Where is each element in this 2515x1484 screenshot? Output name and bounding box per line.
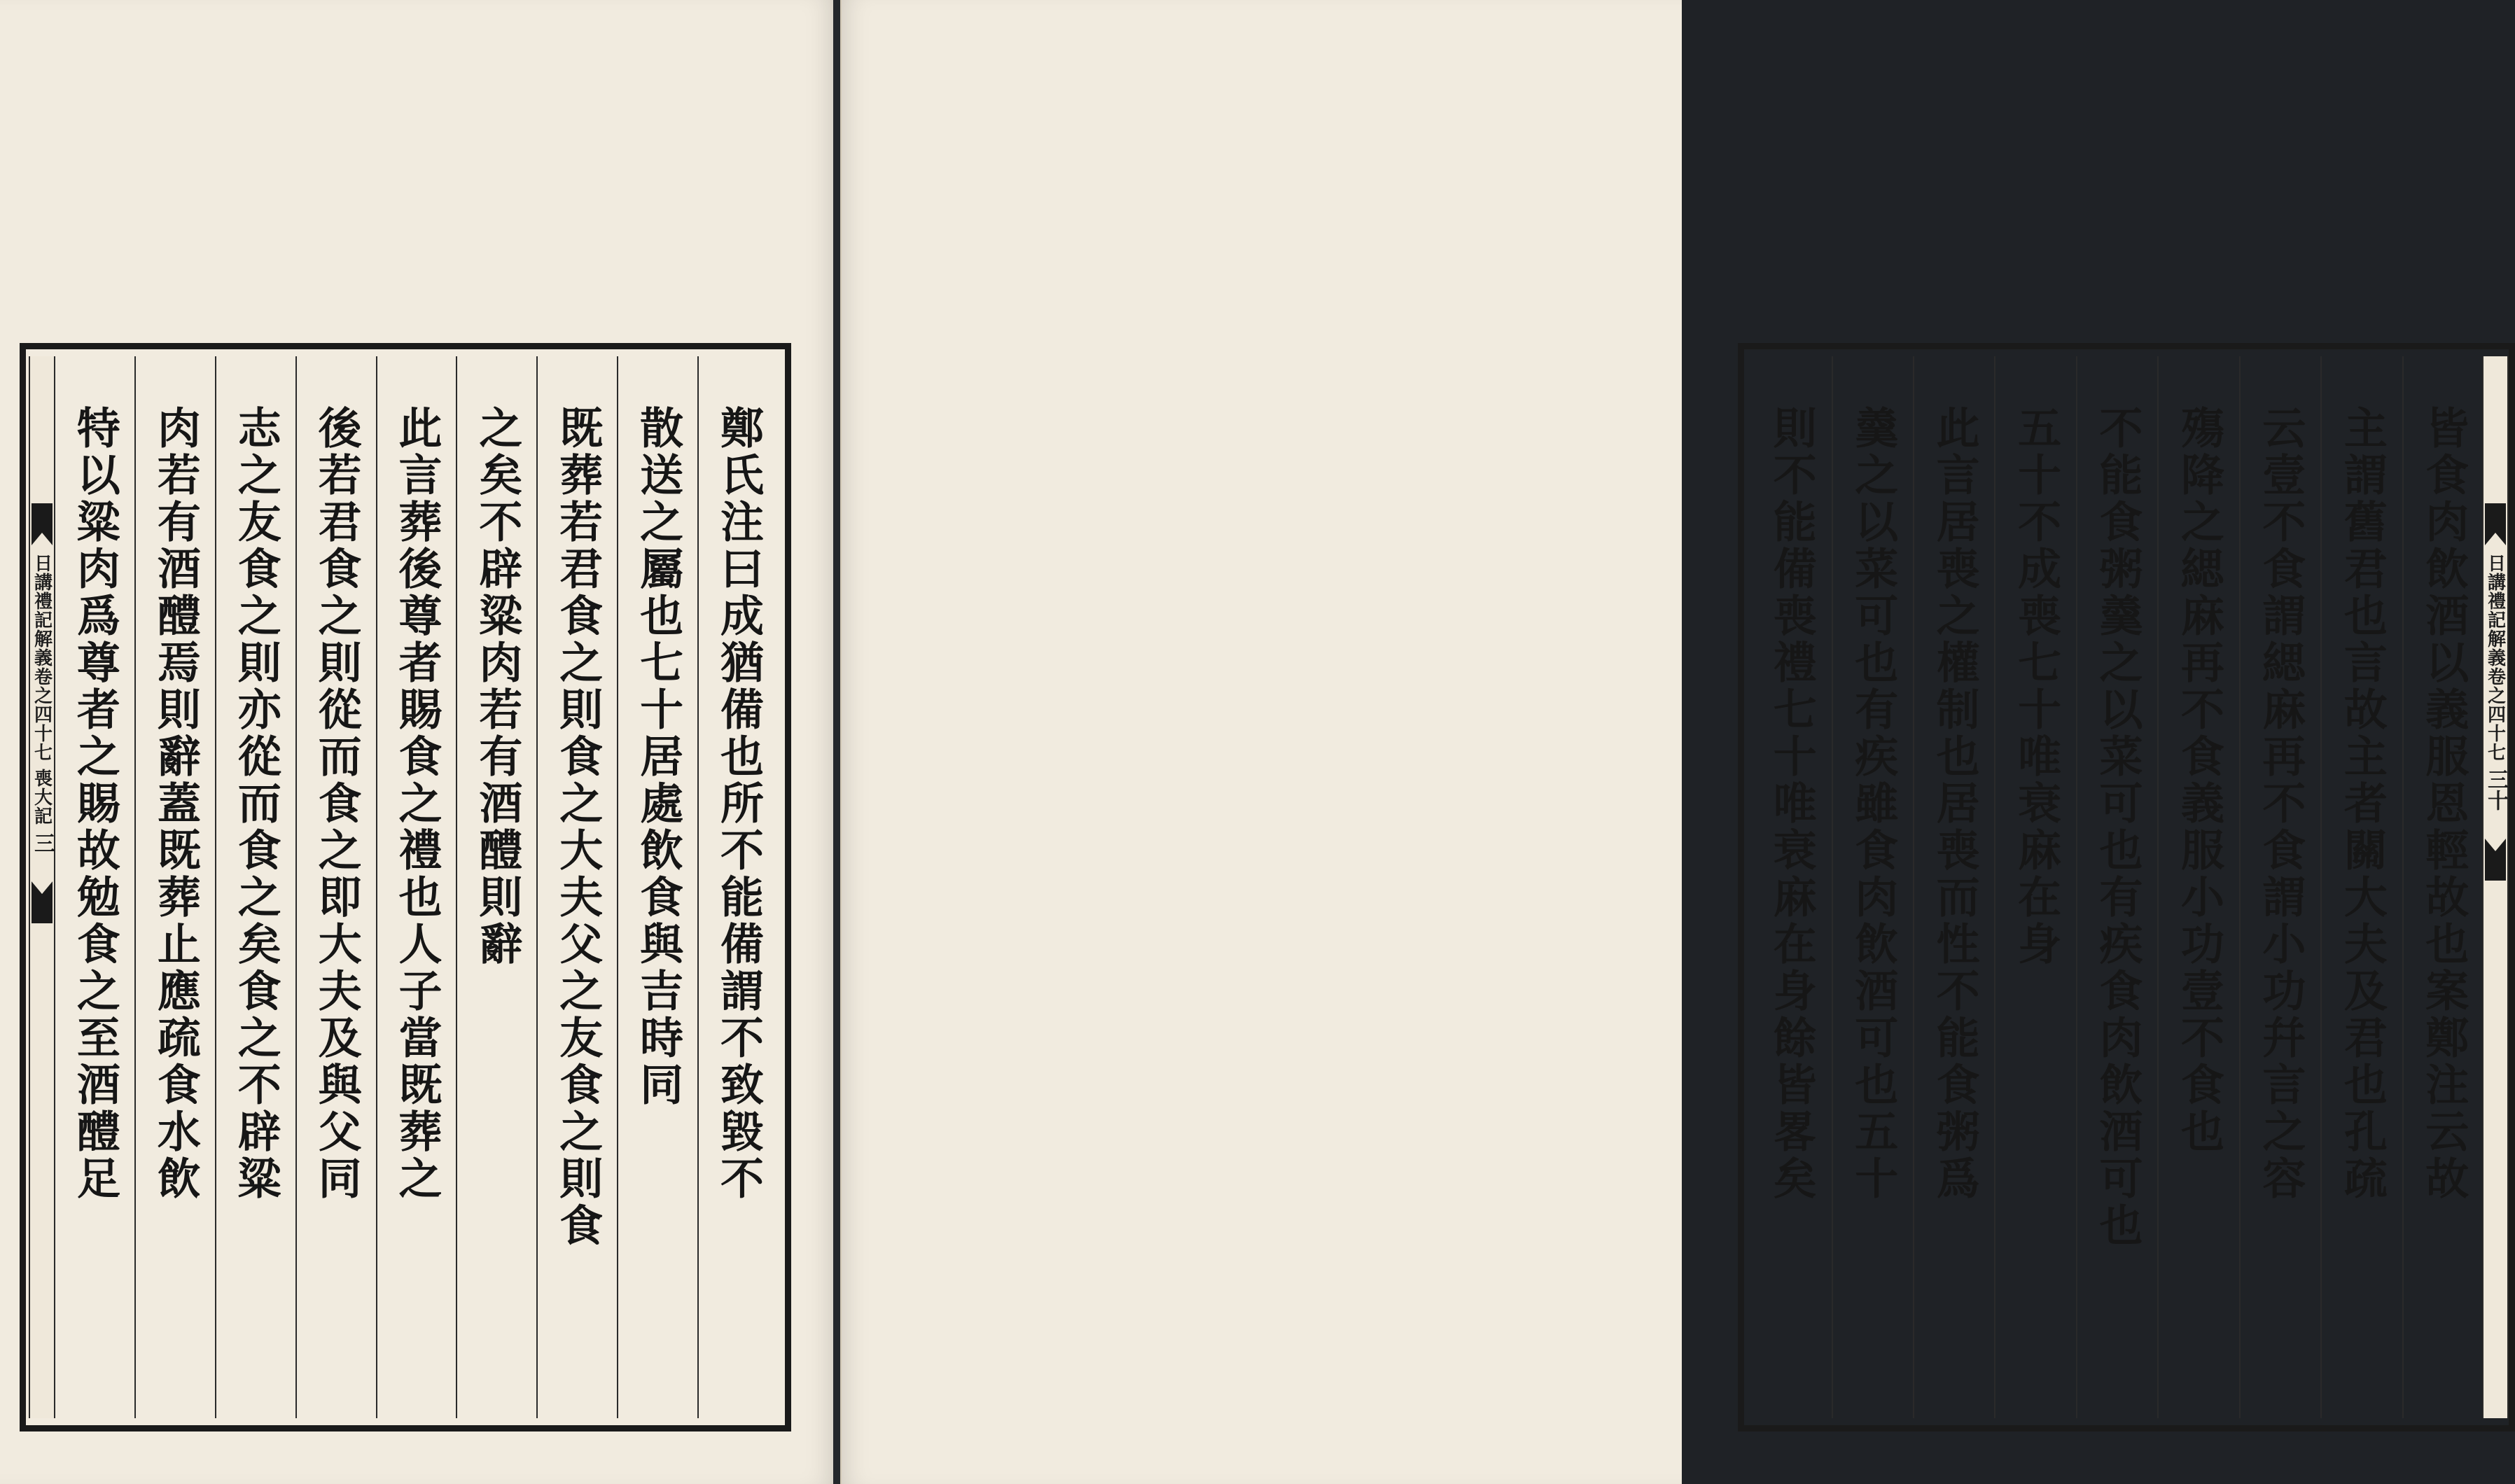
column-text: 肉若有酒醴焉則辭蓋既葬止應疏食水飲 (150, 405, 202, 1203)
text-column (536, 356, 617, 1418)
right-page-frame (1738, 343, 2515, 1432)
text-column (215, 356, 295, 1418)
column-text: 羹之以菜可也有疾雖食肉飲酒可也五十 (1847, 405, 1899, 1203)
column-text: 五十不成喪七十唯衰麻在身 (2010, 405, 2062, 968)
column-text: 不能食粥羹之以菜可也有疾食肉飲酒可也 (2092, 405, 2144, 1250)
column-text: 既葬若君食之則食之大夫父之友食之則食 (552, 405, 604, 1250)
column-text: 志之友食之則亦從而食之矣食之不辟粱 (230, 405, 282, 1203)
right-text-columns (1751, 356, 2483, 1418)
column-text: 之矣不辟粱肉若有酒醴則辭 (471, 405, 523, 968)
left-banxin-title: 日講禮記解義卷之四十七 喪大記 (31, 554, 53, 826)
text-column (617, 356, 697, 1418)
text-column (2076, 356, 2157, 1418)
right-banxin-page-number: 三十 (2483, 769, 2508, 811)
fishtail-icon (32, 503, 53, 545)
text-column (1832, 356, 1913, 1418)
text-column (55, 356, 134, 1418)
left-banxin-page-number: 三 (30, 832, 55, 854)
text-column (2320, 356, 2402, 1418)
column-text: 散送之屬也七十居處飲食與吉時同 (632, 405, 684, 1109)
text-column (2157, 356, 2238, 1418)
right-page (840, 0, 2508, 1484)
column-text: 鄭氏注曰成猶備也所不能備謂不致毀不 (713, 405, 765, 1203)
text-column (295, 356, 376, 1418)
text-column (2239, 356, 2320, 1418)
text-column (376, 356, 457, 1418)
column-text: 皆食肉飲酒以義服恩輕故也案鄭注云故 (2418, 405, 2469, 1203)
column-text: 云壹不食謂緦麻再不食謂小功幷言之容 (2255, 405, 2306, 1203)
left-text-columns (55, 356, 778, 1418)
text-column (1994, 356, 2075, 1418)
column-text: 特以粱肉爲尊者之賜故勉食之至酒醴足 (69, 405, 121, 1203)
column-text: 此言葬後尊者賜食之禮也人子當既葬之 (391, 405, 443, 1203)
column-text: 此言居喪之權制也居喪而性不能食粥爲 (1929, 405, 1981, 1203)
column-text: 殤降之緦麻再不食義服小功壹不食也 (2173, 405, 2225, 1156)
left-banxin (29, 356, 55, 1418)
text-column (2402, 356, 2483, 1418)
book-spine (833, 0, 840, 1484)
fishtail-icon (32, 881, 53, 923)
fishtail-icon (2485, 839, 2506, 881)
left-page (0, 0, 835, 1484)
column-text: 則不能備喪禮七十唯衰麻在身餘皆畧矣 (1766, 405, 1818, 1203)
text-column (1751, 356, 1831, 1418)
text-column (456, 356, 536, 1418)
fishtail-icon (2485, 503, 2506, 545)
text-column (1913, 356, 1994, 1418)
column-text: 後若君食之則從而食之即大夫及與父同 (311, 405, 363, 1203)
text-column (697, 356, 778, 1418)
right-banxin-title: 日講禮記解義卷之四十七 (2484, 554, 2506, 762)
right-banxin (2482, 356, 2509, 1418)
text-column (134, 356, 215, 1418)
left-page-frame (20, 343, 791, 1432)
column-text: 主謂舊君也言故主者關大夫及君也孔疏 (2336, 405, 2388, 1203)
